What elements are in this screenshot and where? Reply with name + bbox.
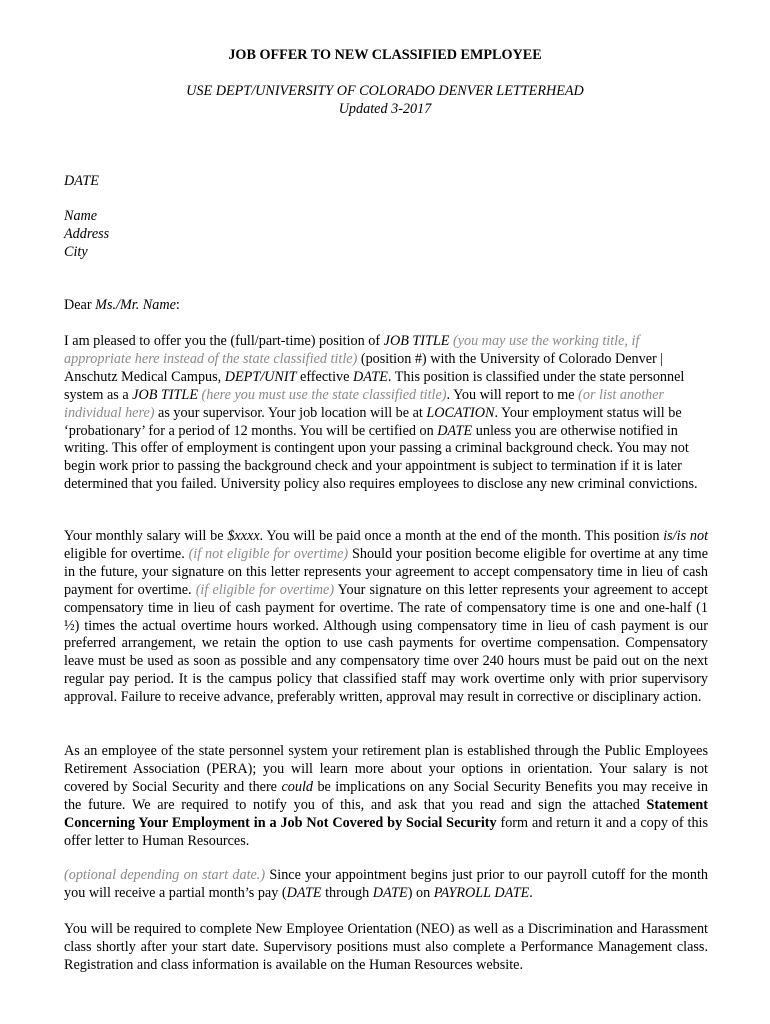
partial-pay-paragraph: (optional depending on start date.) Since your appointment begins just prior to our payroll cutoff for the month you will receive a partial month’s pay (DATE through DATE) on PAYROLL DATE. xyxy=(64,867,708,901)
retirement-paragraph: As an employee of the state personnel system your retirement plan is established through the Public Employees Retirement Association (PERA); you will learn more about your options in orientation. Your salary is not covered by Social Security and there could be implications on any Social Security Benefits you may receive in the future. We are required to notify you of this, and ask that you read and sign the attached Statement Concerning Your Employment in a Job Not Covered by Social Security form and return it and a copy of this offer letter to Human Resources. xyxy=(64,743,708,849)
recipient-name: Name xyxy=(64,208,98,224)
recipient-address-block xyxy=(64,208,708,262)
orientation-paragraph: You will be required to complete New Employee Orientation (NEO) as well as a Discrimination and Harassment class shortly after your start date. Supervisory positions must also complete a Performance Management class. Registration and class information is available on the Human Resources website. xyxy=(64,921,708,973)
updated-date: Updated 3-2017 xyxy=(338,101,432,117)
salutation: Dear Ms./Mr. Name: xyxy=(64,297,180,313)
letter-date: DATE xyxy=(64,173,99,189)
recipient-address: Address xyxy=(64,225,110,242)
salutation-name: Ms./Mr. Name xyxy=(95,297,176,313)
social-security-form-name: Statement Concerning Your Employment in a Job Not Covered by Social Security xyxy=(64,796,708,831)
recipient-city: City xyxy=(64,243,88,260)
offer-paragraph: I am pleased to offer you the (full/part-time) position of JOB TITLE (you may use the working title, if appropriate here instead of the state classified title) (position #) with the University of Colorado Denver | Anschutz Medical Campus, DEPT/UNIT effective DATE. This position is classified under the state personnel system as a JOB TITLE (here you must use the state classified title). You will report to me (or list another individual here) as your supervisor. Your job location will be at LOCATION. Your employment status will be ‘probationary’ for a period of 12 months. You will be certified on DATE unless you are otherwise notified in writing. This offer of employment is contingent upon your passing a criminal background check. You may not begin work prior to passing the background check and your appointment is subject to termination if it is later determined that you failed. University policy also requires employees to disclose any new criminal convictions. xyxy=(64,333,698,493)
document-title: JOB OFFER TO NEW CLASSIFIED EMPLOYEE xyxy=(228,47,542,63)
letterhead-note: USE DEPT/UNIVERSITY OF COLORADO DENVER LETTERHEAD xyxy=(186,83,584,99)
salary-paragraph: Your monthly salary will be $xxxx. You will be paid once a month at the end of the month. This position is/is not eligible for overtime. (if not eligible for overtime) Should your position become eligible for overtime at any time in the future, your signature on this letter represents your agreement to accept compensatory time in lieu of cash payment for overtime. (if eligible for overtime) Your signature on this letter represents your agreement to accept compensatory time in lieu of cash payment for overtime. The rate of compensatory time is one and one-half (1 ½) times the actual overtime hours worked. Although using compensatory time in lieu of cash payment is our preferred arrangement, we retain the option to use cash payments for overtime compensation. Compensatory leave must be used as soon as possible and any compensatory time over 240 hours must be paid out on the next regular pay period. It is the campus policy that classified staff may work overtime only with prior supervisory approval. Failure to receive advance, preferably written, approval may result in corrective or disciplinary action. xyxy=(64,528,709,706)
